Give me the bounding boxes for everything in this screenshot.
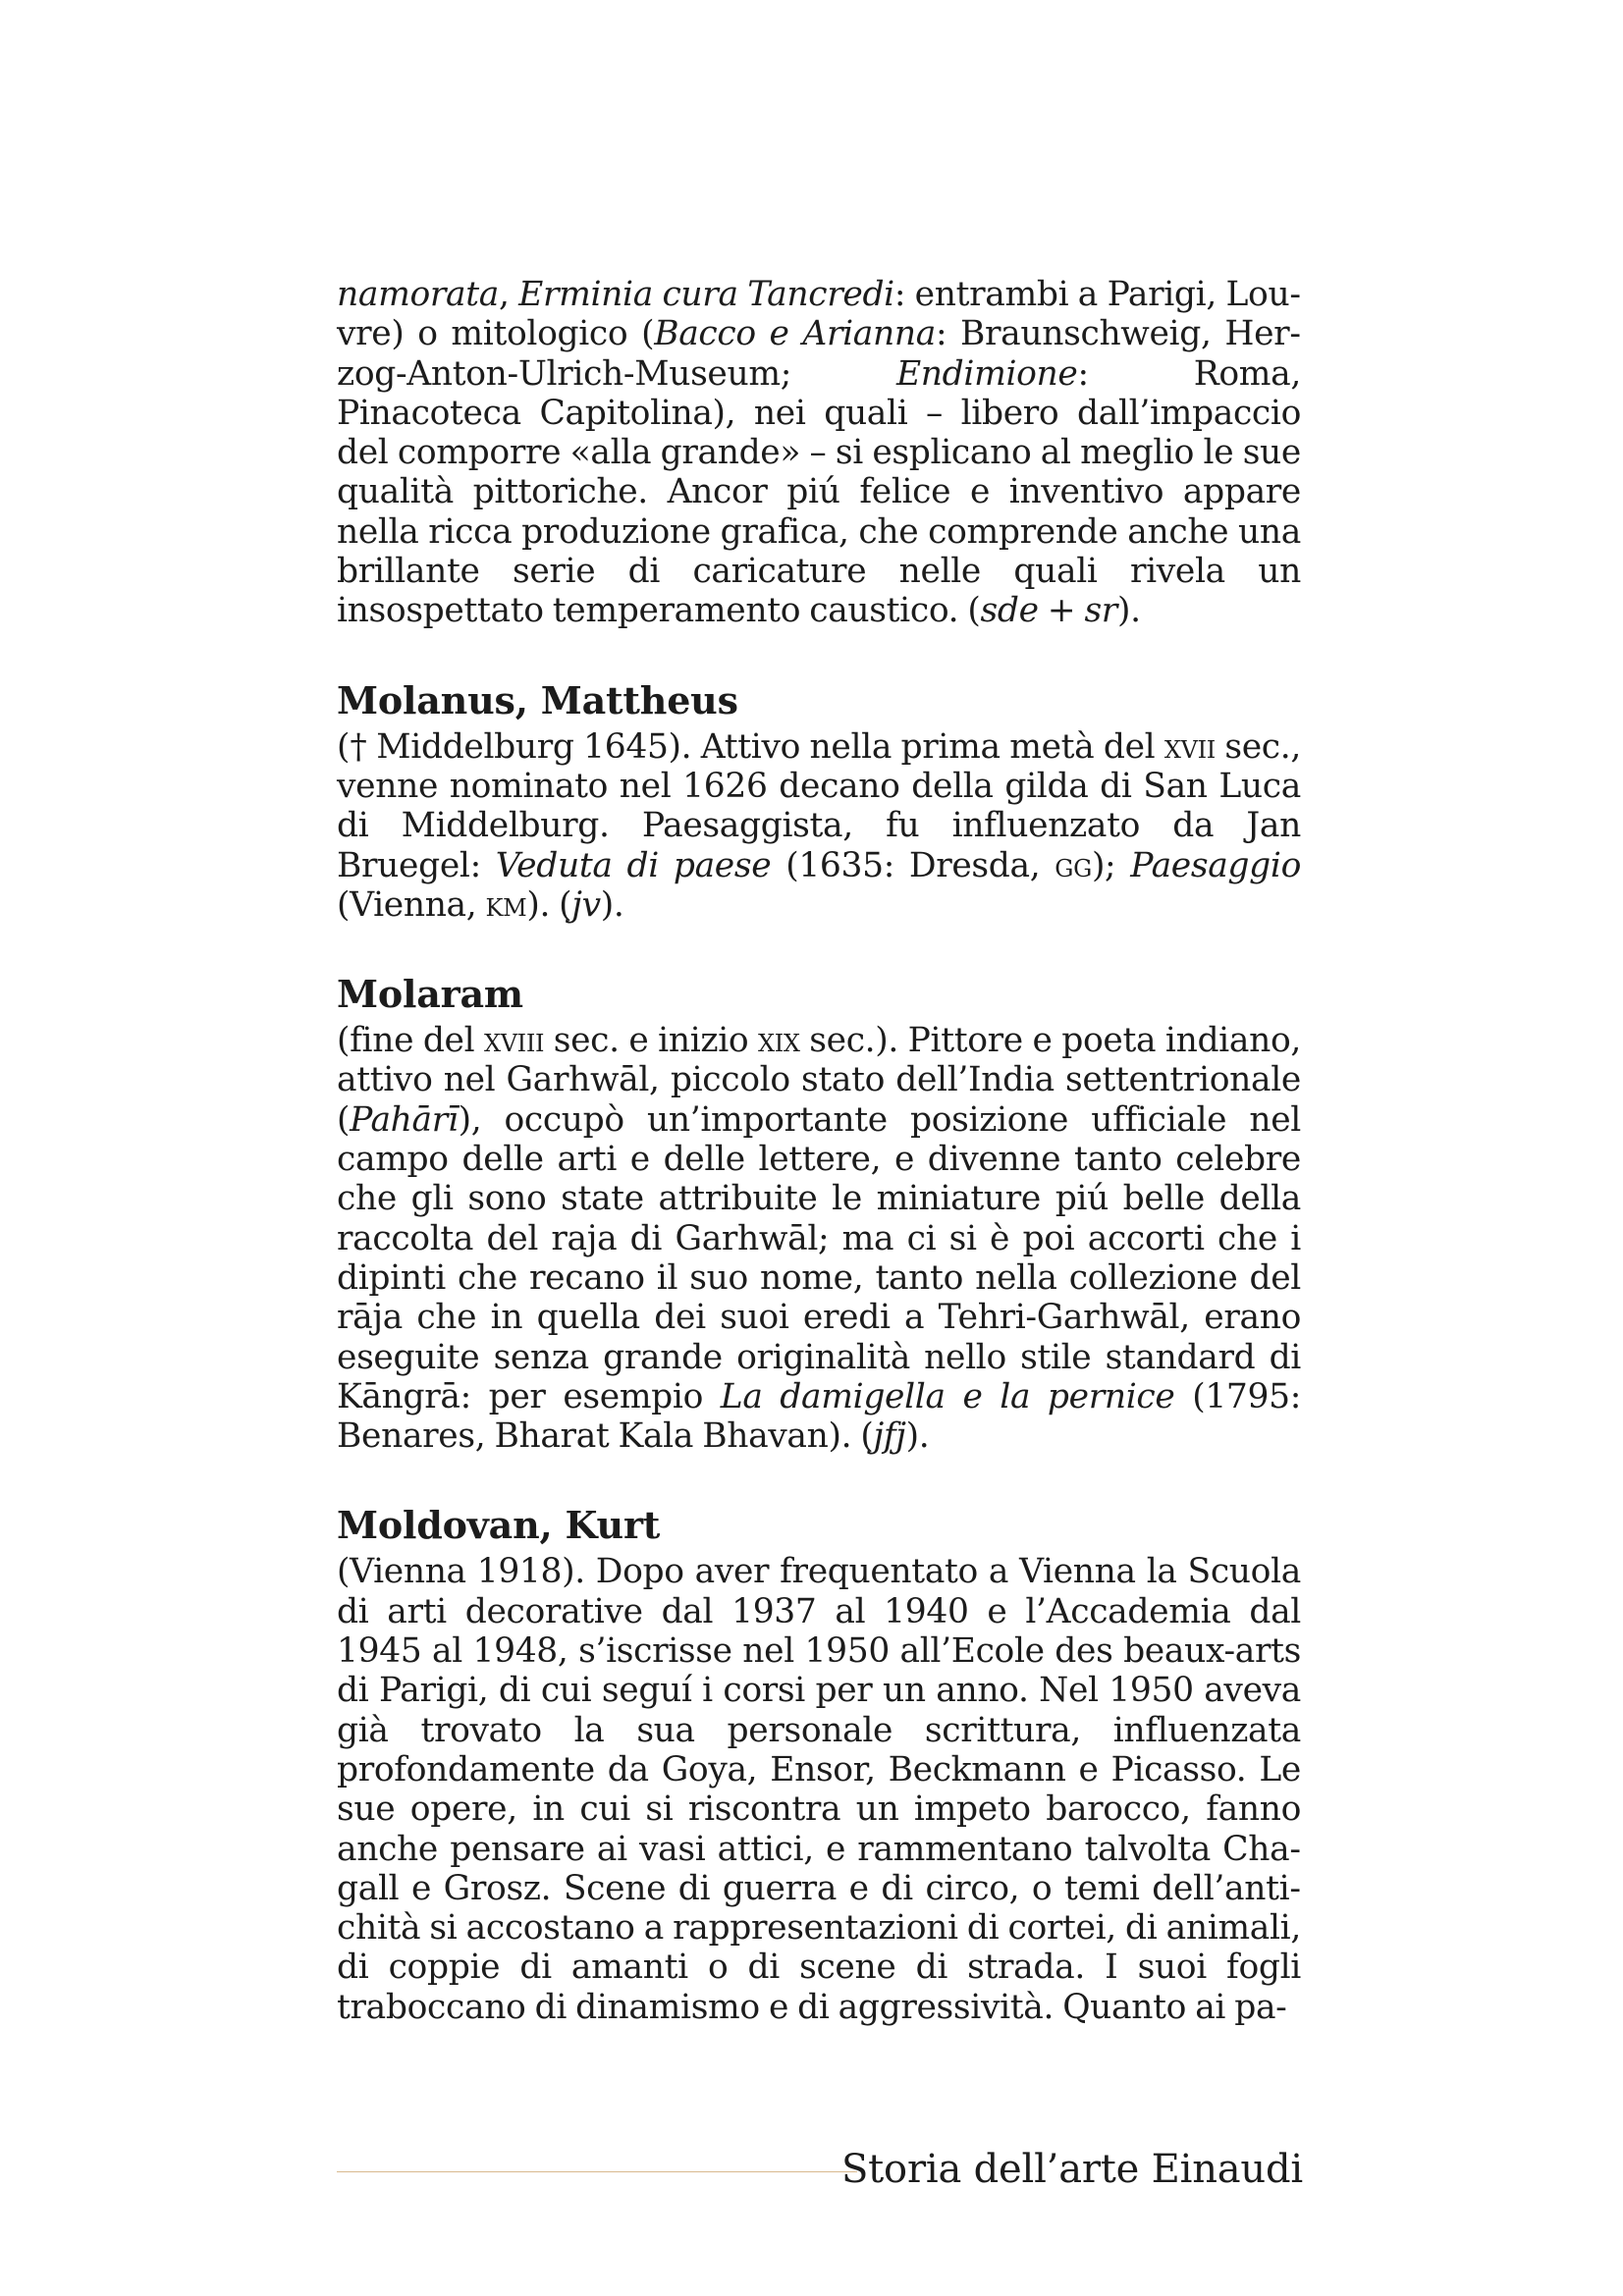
entry-title-moldovan: Moldovan, Kurt bbox=[337, 1503, 661, 1548]
small-caps-span: xviii bbox=[483, 1021, 545, 1061]
entry-title-molanus: Molanus, Mattheus bbox=[337, 677, 738, 722]
footer-title: Storia dell’arte Einaudi bbox=[840, 2147, 1303, 2192]
italic-span: jfj bbox=[873, 1416, 906, 1457]
italic-span: jv bbox=[571, 884, 601, 925]
small-caps-span: xvii bbox=[1163, 726, 1216, 767]
italic-span: La damigella e la pernice bbox=[720, 1376, 1175, 1416]
page-body bbox=[337, 275, 1301, 2027]
entry-text-moldovan: (Vienna 1918). Dopo aver frequentato a Vienna la Scuola di arti decorative dal 1937 al 1940 e l’Accademia dal 1945 al 1948, s’iscrisse nel 1950 all’Ecole des beaux-arts di Parigi, di cui seguí i corsi per un anno. Nel 1950 aveva già trovato la sua personale scrittura, influenzata profondamente da Goya, Ensor, Beckmann e Picasso. Le sue opere, in cui si riscontra un impeto barocco, fanno anche pensare ai vasi attici, e rammentano talvolta Chagall e Grosz. Scene di guerra e di circo, o temi dell’antichità si accostano a rappresentazioni di cortei, di animali, di coppie di amanti o di scene di strada. I suoi fogli traboccano di dinamismo e di aggressività. Quanto ai pa- bbox=[337, 1552, 1301, 2027]
italic-span: Veduta di paese bbox=[495, 845, 772, 885]
small-caps-span: km bbox=[485, 884, 527, 925]
entry-text-molanus: († Middelburg 1645). Attivo nella prima metà del xvii sec., venne nominato nel 1626 decano della gilda di San Luca di Middelburg. Paesaggista, fu influenzato da Jan Bruegel: Veduta di paese (1635: Dresda, gg); Paesaggio (Vienna, km). (jv). bbox=[337, 726, 1301, 925]
italic-span: namorata bbox=[337, 275, 499, 314]
small-caps-span: gg bbox=[1055, 845, 1092, 885]
footer-rule bbox=[337, 2171, 857, 2172]
entry-title-molaram: Molaram bbox=[337, 972, 523, 1017]
italic-span: Bacco e Arianna bbox=[654, 314, 936, 354]
small-caps-span: xix bbox=[758, 1021, 800, 1061]
italic-span: sde + sr bbox=[980, 591, 1117, 631]
italic-span: Paesaggio bbox=[1130, 845, 1301, 885]
entry-text-molaram: (fine del xviii sec. e inizio xix sec.). Pittore e poeta indiano, attivo nel Garhwāl, piccolo stato dell’India settentrionale (Pahārī), occupò un’importante posizione ufficiale nel campo delle arti e delle lettere, e divenne tanto celebre che gli sono state attribuite le miniature piú belle della raccolta del raja di Garhwāl; ma ci si è poi accorti che i dipinti che recano il suo nome, tanto nella collezione del rāja che in quella dei suoi eredi a Tehri-Garhwāl, erano eseguite senza grande originalità nello stile standard di Kāngrā: per esempio La damigella e la pernice (1795: Benares, Bharat Kala Bhavan). (jfj). bbox=[337, 1021, 1302, 1457]
italic-span: Endimione bbox=[895, 353, 1078, 394]
italic-span: Pahārī bbox=[350, 1099, 459, 1140]
italic-span: Erminia cura Tancredi bbox=[518, 275, 894, 314]
intro-paragraph: namorata, Erminia cura Tancredi: entrambi a Parigi, Louvre) o mitologico (Bacco e Arianna: Braunschweig, Herzog-Anton-Ulrich-Museum; Endimione: Roma, Pinacoteca Capitolina), nei quali – libero dall’impaccio del comporre «alla grande» – si esplicano al meglio le sue qualità pittoriche. Ancor piú felice e inventivo appare nella ricca produzione grafica, che comprende anche una brillante serie di caricature nelle quali rivela un insospettato temperamento caustico. (sde + sr). bbox=[337, 275, 1302, 631]
